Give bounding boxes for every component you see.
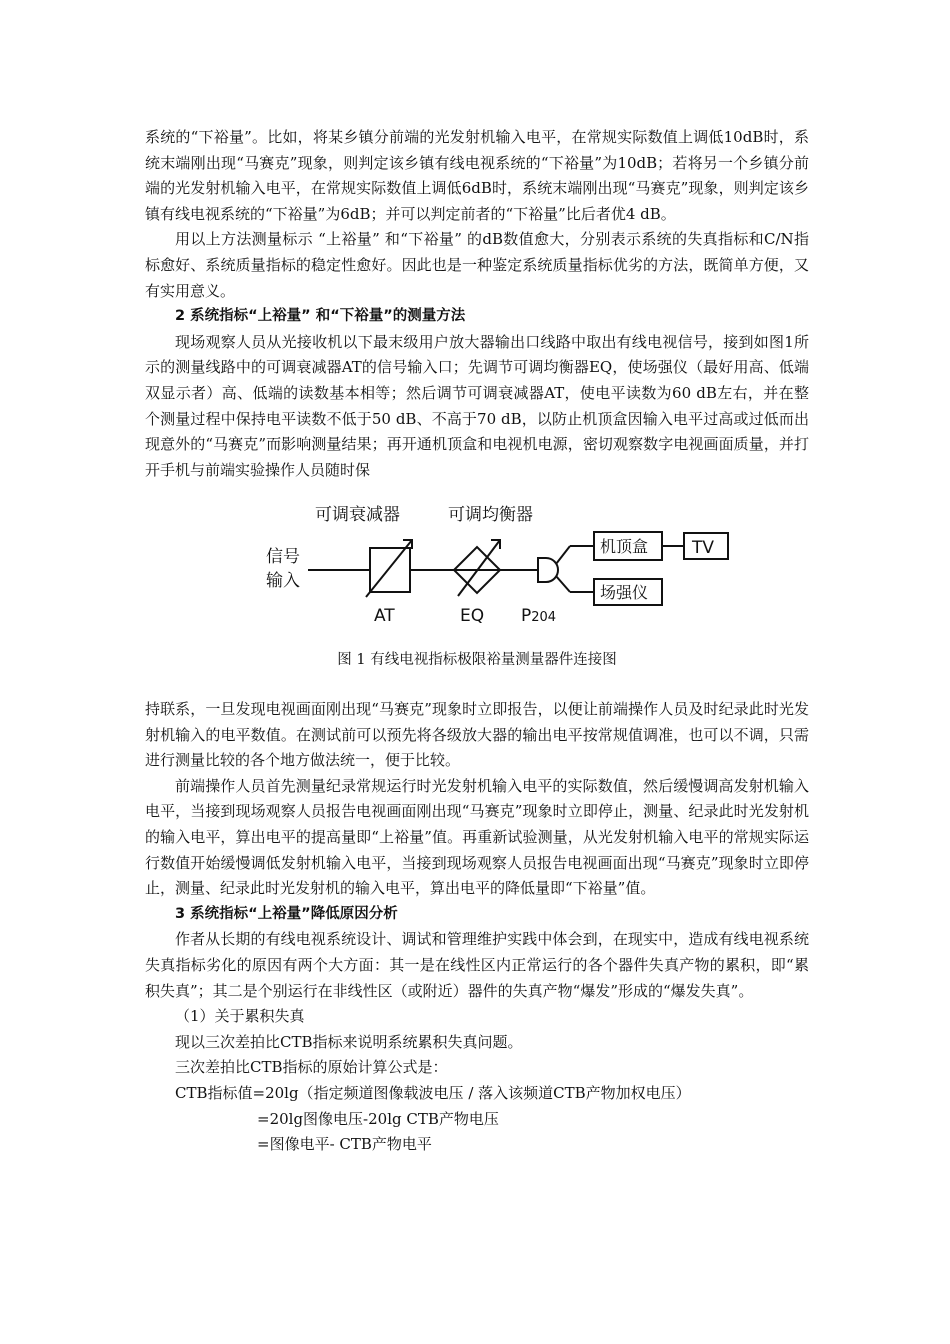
label-tv: TV <box>692 538 715 558</box>
paragraph: 持联系，一旦发现电视画面刚出现“马赛克”现象时立即报告，以便让前端操作人员及时纪录此时光发射机输入的电平数值。在测试前可以预先将各级放大器的输出电平按常规值调准，也可以不调，只需进行测量比较的各个地方做法统一，便于比较。 <box>145 700 809 770</box>
text-block-bottom <box>145 697 809 1158</box>
figure-caption: 图 1 有线电视指标极限裕量测量器件连接图 <box>337 652 617 668</box>
section-heading: 3 系统指标“上裕量”降低原因分析 <box>175 905 398 922</box>
paragraph: 作者从长期的有线电视系统设计、调试和管理维护实践中体会到，在现实中，造成有线电视系统失真指标劣化的原因有两个大方面：其一是在线性区内正常运行的各个器件失真产物的累积，即“累积失真”；其二是个别运行在非线性区（或附近）器件的失真产物“爆发”形成的“爆发失真”。 <box>145 930 809 1000</box>
label-stb: 机顶盒 <box>600 537 649 556</box>
paragraph: 前端操作人员首先测量纪录常规运行时光发射机输入电平的实际数值，然后缓慢调高发射机输入电平，当接到现场观察人员报告电视画面刚出现“马赛克”现象时立即停止，测量、纪录此时光发射机的输入电平，算出电平的提高量即“上裕量”值。再重新试验测量，从光发射机输入电平的常规实际运行数值开始缓慢调低发射机输入电平，当接到现场观察人员报告电视画面出现“马赛克”现象时立即停止，测量、纪录此时光发射机的输入电平，算出电平的降低量即“下裕量”值。 <box>145 776 809 898</box>
label-p: P204 <box>521 606 557 626</box>
subsection-heading: （1）关于累积失真 <box>175 1007 305 1026</box>
paragraph: 现场观察人员从光接收机以下最末级用户放大器输出口线路中取出有线电视信号，接到如图1所示的测量线路中的可调衰减器AT的信号输入口；先调节可调均衡器EQ，使场强仪（最好用高、低端双显示者）高、低端的读数基本相等；然后调节可调衰减器AT，使电平读数为60 dB左右，并在整个测量过程中保持电平读数不低于50 dB、不高于70 dB，以防止机顶盒因输入电平过高或过低而出现意外的“马赛克”而影响测量结果；再开通机顶盒和电视机电源，密切观察数字电视画面质量，并打开手机与前端实验操作人员随时保 <box>145 332 809 479</box>
label-at: AT <box>374 606 395 626</box>
section-heading: 2 系统指标“上裕量” 和“下裕量”的测量方法 <box>175 308 466 325</box>
label-signal-line1: 信号 <box>266 547 300 567</box>
label-attenuator: 可调衰减器 <box>315 505 400 525</box>
formula-line: CTB指标值=20lg（指定频道图像载波电压 / 落入该频道CTB产物加权电压） <box>175 1083 691 1102</box>
formula-line: =图像电平- CTB产物电平 <box>257 1135 432 1154</box>
paragraph: 现以三次差拍比CTB指标来说明系统累积失真问题。 <box>175 1032 523 1051</box>
paragraph: 三次差拍比CTB指标的原始计算公式是： <box>175 1058 448 1077</box>
label-meter: 场强仪 <box>600 583 649 602</box>
label-signal-line2: 输入 <box>266 571 300 591</box>
formula-line: =20lg图像电压-20lg CTB产物电压 <box>257 1109 499 1128</box>
paragraph: 系统的“下裕量”。比如，将某乡镇分前端的光发射机输入电平，在常规实际数值上调低10dB时，系统末端刚出现“马赛克”现象，则判定该乡镇有线电视系统的“下裕量”为10dB；若将另一个乡镇分前端的光发射机输入电平，在常规实际数值上调低6dB时，系统末端刚出现“马赛克”现象，则判定该乡镇有线电视系统的“下裕量”为6dB；并可以判定前者的“下裕量”比后者优4 dB。 <box>145 128 809 223</box>
label-eq: EQ <box>460 606 485 626</box>
label-equalizer: 可调均衡器 <box>448 505 533 525</box>
connection-diagram <box>262 500 742 630</box>
text-block-top <box>145 125 809 483</box>
paragraph: 用以上方法测量标示 “上裕量” 和“下裕量” 的dB数值愈大，分别表示系统的失真指标和C/N指标愈好、系统质量指标的稳定性愈好。因此也是一种鉴定系统质量指标优劣的方法，既简单方便，又有实用意义。 <box>145 230 809 300</box>
splitter <box>538 558 558 582</box>
